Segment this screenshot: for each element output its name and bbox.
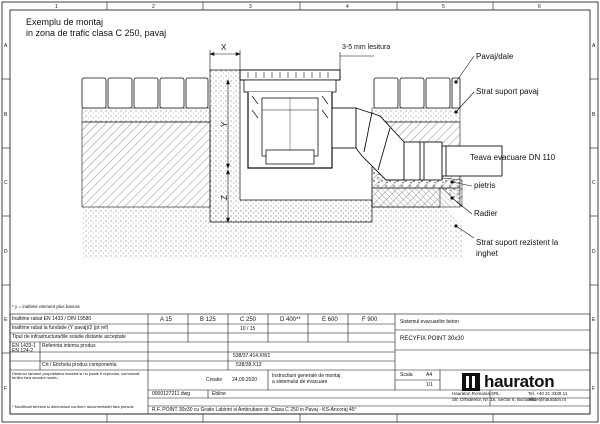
title-line-1: Exemplu de montaj: [26, 17, 104, 27]
tb-row-2: Inaltime rabat la fundatie (Y pavaj)/2 (pt ref): [12, 325, 109, 331]
callout-radier: Radier: [474, 209, 498, 218]
callout-strat-rez-1: Strat suport rezistent la: [476, 238, 559, 247]
footnote: * y = inaltime element plus bavura: [12, 304, 80, 309]
left-paving: [82, 78, 208, 108]
company-name: Hauraton Romania SRL: [452, 391, 500, 396]
product-name: RECYFIX POINT 30x30: [400, 336, 464, 342]
revision: Ebline: [212, 391, 226, 397]
class-f900: F 900: [362, 317, 378, 323]
row-label-a: A: [4, 43, 8, 49]
tb-row-5: Crt / Eticheta produs componenta: [42, 362, 117, 368]
callout-teava: Teava evacuare DN 110: [470, 153, 556, 162]
company-mail: office@hauraton.ro: [528, 397, 567, 402]
class-b125: B 125: [200, 317, 216, 323]
row-label-c-right: C: [592, 180, 596, 186]
sheet-value: 1/1: [426, 382, 433, 388]
radier-layer: [372, 188, 460, 207]
row-label-d: D: [4, 249, 8, 255]
tb-row-3: Tipul de infrastructura/tile solutie distante acceptate: [12, 334, 126, 340]
row-label-b: B: [4, 112, 8, 118]
drawing-number: 0000127211 dwg: [152, 391, 190, 397]
tb-code-1: EN 1433-1: [12, 343, 36, 349]
frame-col-labels: [55, 4, 541, 10]
company-address: Str. Orhideelor, Nr. 15, Sector 6, Bucuresti: [452, 397, 536, 402]
bottom-description: R.F. POINT 30x30 cu Gratie Labirint si Ambrubare dr. Clasa C 250 in Pavaj - KS-Ancoraj 45°: [152, 407, 357, 413]
callout-pietris: pietris: [474, 181, 496, 190]
class-d400: D 400**: [280, 317, 301, 323]
class-c250: C 250: [240, 317, 257, 323]
tb-row-1: Inaltime rabat EN 1433 / DIN 19580: [12, 316, 92, 322]
note-left-2: * Modificari tehnice si dimensiuni conform documentatiei fara preaviz: [12, 404, 134, 409]
row-label-e: E: [4, 317, 8, 323]
col-label-4: 4: [346, 4, 349, 10]
row-label-c: C: [4, 180, 8, 186]
class-value-1: 10 / 15: [240, 326, 256, 332]
row-label-e-right: E: [592, 317, 596, 323]
callout-strat-pavaj: Strat suport pavaj: [476, 87, 539, 96]
title-line-2: in zona de trafic clasa C 250, pavaj: [26, 28, 167, 38]
class-e600: E 600: [322, 317, 338, 323]
scale-label: Scala: [400, 372, 413, 378]
desc-line-2: a sistemului de evacuare: [272, 379, 328, 385]
col-label-6: 6: [538, 4, 541, 10]
scale-value: A4: [426, 372, 433, 378]
created-label: Creatie: [206, 377, 223, 383]
row-label-f: F: [4, 386, 8, 392]
dim-x-label: X: [221, 43, 227, 52]
right-paving: [374, 78, 460, 108]
dim-y-label: Y: [220, 121, 229, 127]
class-value-2: 538/37.414.XW1: [233, 353, 271, 359]
hauraton-logo-text: hauraton: [484, 372, 555, 391]
hauraton-logo: [462, 372, 572, 392]
col-label-3: 3: [249, 4, 252, 10]
gap-callout: [340, 52, 374, 70]
dim-z-label: Z: [220, 195, 229, 200]
row-label-a-right: A: [592, 43, 596, 49]
col-label-2: 2: [152, 4, 155, 10]
row-label-b-right: B: [592, 112, 596, 118]
tb-code-2: EN 124-2: [12, 348, 34, 354]
gap-label: 3-5 mm lesitura: [342, 44, 391, 51]
company-tel: Tel. +40 21 3338 11: [528, 391, 568, 396]
dimension-x: [210, 50, 240, 70]
left-support-layer: [82, 108, 210, 122]
desc-line-1: Instructiuni generale de montaj: [272, 373, 341, 379]
hauraton-logo-icon: [462, 373, 480, 391]
class-a15: A 15: [160, 317, 173, 323]
drain-body: [240, 70, 356, 168]
col-label-1: 1: [55, 4, 58, 10]
class-value-3: 538/38.X13: [236, 362, 262, 368]
col-label-5: 5: [442, 4, 445, 10]
product-label: Sistemul evacuarilor beton: [400, 319, 459, 325]
row-label-f-right: F: [592, 386, 596, 392]
left-concrete-mass: [82, 122, 210, 207]
callout-pavaj: Pavaj/dale: [476, 52, 514, 61]
note-left: Desenul ramane proprietatea noastra si nu poate fi reprodus, comunicat tertilor fara acordul nostru: [12, 371, 140, 381]
created-date: 24.09.2020: [232, 377, 258, 383]
callout-strat-rez-2: inghet: [476, 249, 498, 258]
row-label-d-right: D: [592, 249, 596, 255]
tb-row-4: Referinta interna produs: [42, 343, 96, 349]
right-support-layer: [372, 108, 460, 122]
